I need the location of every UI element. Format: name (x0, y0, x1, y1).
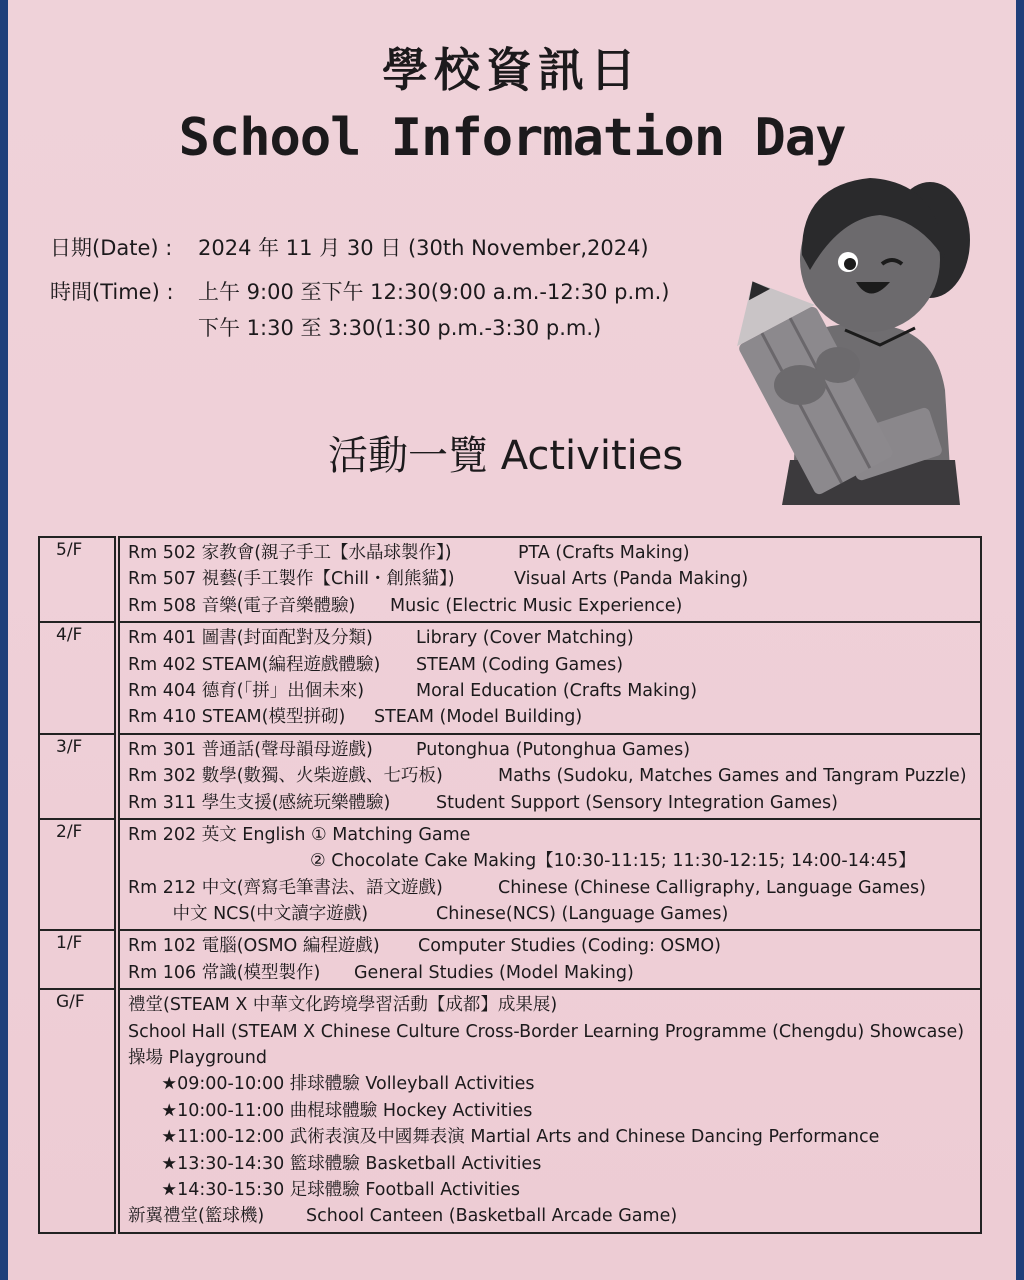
activity-line (128, 1124, 980, 1150)
floor-label: 2/F (39, 819, 117, 931)
time-row (50, 276, 670, 306)
girl-with-pencil-illustration (730, 160, 980, 505)
activity-line (128, 593, 980, 619)
activity-chinese: Rm 212 中文(齊寫毛筆書法、語文遊戲) (128, 877, 443, 898)
floor-row (39, 930, 981, 989)
title-english: School Information Day (178, 108, 846, 168)
activity-english: Music (Electric Music Experience) (390, 595, 683, 616)
activity-line (128, 763, 980, 789)
floor-row (39, 819, 981, 931)
activity-line (128, 1177, 980, 1203)
activity-line (128, 652, 980, 678)
activity-line (128, 1098, 980, 1124)
floor-row (39, 989, 981, 1233)
activity-line (128, 933, 980, 959)
floor-row (39, 622, 981, 734)
activity-line (128, 704, 980, 730)
floor-activities (117, 537, 981, 622)
activity-line (128, 790, 980, 816)
activity-line (128, 737, 980, 763)
activity-english: Chinese(NCS) (Language Games) (436, 904, 729, 925)
activity-line (128, 960, 980, 986)
activity-english: Library (Cover Matching) (416, 628, 634, 649)
activity-chinese: ★11:00-12:00 武術表演及中國舞表演 Martial Arts and Chinese Dancing Performance (128, 1127, 880, 1148)
flyer-page (8, 0, 1016, 1280)
activity-chinese: Rm 402 STEAM(編程遊戲體驗) (128, 654, 381, 675)
activity-line (128, 1151, 980, 1177)
activity-chinese: 禮堂(STEAM X 中華文化跨境學習活動【成都】成果展) (128, 995, 558, 1016)
date-label: 日期(Date) : (50, 236, 173, 260)
activity-chinese: Rm 102 電腦(OSMO 編程遊戲) (128, 936, 380, 957)
date-value: 2024 年 11 月 30 日 (30th November,2024) (198, 236, 649, 260)
activities-heading: 活動一覽 Activities (328, 433, 684, 479)
floor-row (39, 734, 981, 819)
activity-chinese: ★14:30-15:30 足球體驗 Football Activities (128, 1179, 521, 1200)
floor-activities (117, 989, 981, 1233)
activity-line (128, 992, 980, 1018)
activity-line (128, 1019, 980, 1045)
activity-chinese: 中文 NCS(中文讀字遊戲) (128, 904, 369, 925)
floor-activities (117, 734, 981, 819)
activity-chinese: Rm 301 普通話(聲母韻母遊戲) (128, 739, 373, 760)
activity-english: Visual Arts (Panda Making) (514, 569, 749, 590)
activity-chinese: Rm 502 家教會(親子手工【水晶球製作】) (128, 543, 452, 563)
floor-activities (117, 930, 981, 989)
activity-english: STEAM (Coding Games) (416, 654, 624, 675)
activity-chinese: Rm 401 圖書(封面配對及分類) (128, 628, 373, 649)
activity-english: PTA (Crafts Making) (518, 543, 690, 563)
floor-row (39, 537, 981, 622)
floor-label: G/F (39, 989, 117, 1233)
activity-english: Maths (Sudoku, Matches Games and Tangram Puzzle) (498, 766, 967, 787)
activity-line (128, 625, 980, 651)
activity-chinese: Rm 106 常識(模型製作) (128, 962, 321, 983)
time-value-morning: 上午 9:00 至下午 12:30(9:00 a.m.-12:30 p.m.) (198, 280, 670, 304)
activity-line (128, 901, 980, 927)
activity-chinese: ★09:00-10:00 排球體驗 Volleyball Activities (128, 1074, 535, 1095)
activity-chinese: Rm 311 學生支援(感統玩樂體驗) (128, 792, 391, 813)
floor-activities (117, 622, 981, 734)
activity-chinese: 新翼禮堂(籃球機) (128, 1206, 265, 1227)
activity-english: Chinese (Chinese Calligraphy, Language Games) (498, 877, 926, 898)
activity-chinese: Rm 410 STEAM(模型拼砌) (128, 707, 346, 728)
floor-label: 1/F (39, 930, 117, 989)
time-label: 時間(Time) : (50, 280, 174, 304)
time-value-afternoon: 下午 1:30 至 3:30(1:30 p.m.-3:30 p.m.) (198, 316, 602, 340)
activity-english: Computer Studies (Coding: OSMO) (418, 936, 722, 957)
activity-chinese: School Hall (STEAM X Chinese Culture Cross-Border Learning Programme (Chengdu) Showcase) (128, 1021, 965, 1042)
title-chinese: 學校資訊日 (382, 43, 642, 97)
activity-english: Putonghua (Putonghua Games) (416, 739, 691, 760)
activity-line (128, 678, 980, 704)
activity-chinese: Rm 202 英文 English ① Matching Game (128, 824, 471, 845)
floor-label: 3/F (39, 734, 117, 819)
activity-chinese: ★10:00-11:00 曲棍球體驗 Hockey Activities (128, 1100, 533, 1121)
activities-table (38, 536, 982, 1234)
activity-line (128, 1071, 980, 1097)
activity-chinese: Rm 302 數學(數獨、火柴遊戲、七巧板) (128, 766, 443, 787)
activity-line (128, 566, 980, 592)
activity-line (128, 875, 980, 901)
activity-chinese: Rm 508 音樂(電子音樂體驗) (128, 595, 356, 616)
activity-chinese: ★13:30-14:30 籃球體驗 Basketball Activities (128, 1153, 542, 1174)
activity-english: School Canteen (Basketball Arcade Game) (306, 1206, 678, 1227)
activity-line (128, 1045, 980, 1071)
floor-label: 5/F (39, 537, 117, 622)
floor-activities (117, 819, 981, 931)
activity-line (128, 822, 980, 848)
activity-line (128, 848, 980, 874)
activity-english: Student Support (Sensory Integration Games) (436, 792, 838, 813)
date-row (50, 232, 649, 262)
activity-chinese: Rm 507 視藝(手工製作【Chill・創熊貓】) (128, 569, 455, 590)
activity-chinese: 操場 Playground (128, 1048, 267, 1069)
floor-label: 4/F (39, 622, 117, 734)
activity-line (128, 1203, 980, 1229)
activity-english: General Studies (Model Making) (354, 962, 634, 983)
activity-english: STEAM (Model Building) (374, 707, 583, 728)
activity-chinese: Rm 404 德育(「拼」出個未來) (128, 680, 365, 701)
activity-line (128, 540, 980, 566)
activity-english: ② Chocolate Cake Making【10:30-11:15; 11:30-12:15; 14:00-14:45】 (310, 851, 916, 872)
activity-english: Moral Education (Crafts Making) (416, 680, 698, 701)
